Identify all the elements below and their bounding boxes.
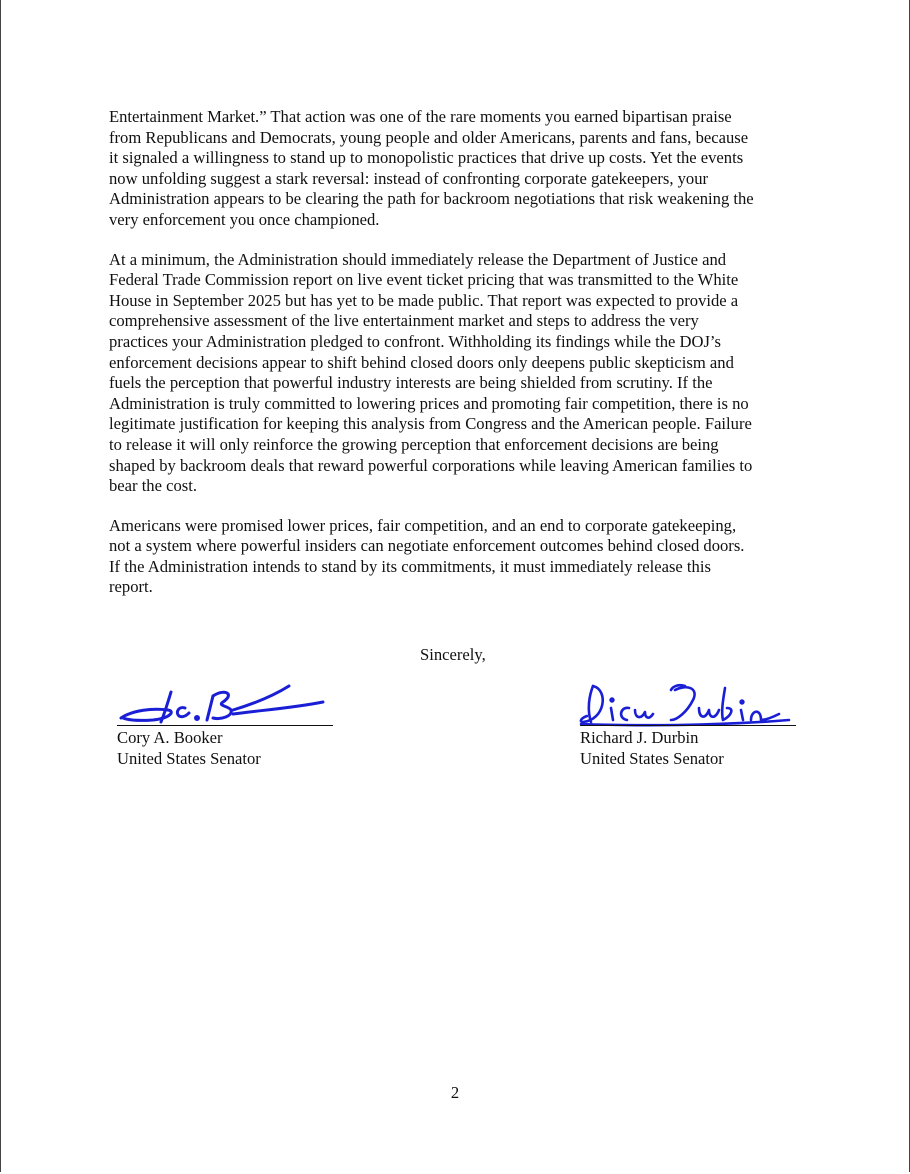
- signature-line: [580, 725, 796, 726]
- durbin-signature: [575, 680, 795, 728]
- paragraph: Entertainment Market.” That action was one of the rare moments you earned bipartisan praise from Republicans and Democrats, young people and older Americans, parents and fans, because it signaled a willingness to stand up to monopolistic practices that drive up costs. Yet the events now unfolding suggest a stark reversal: instead of confronting corporate gatekeepers, your Administration appears to be clearing the path for backroom negotiations that risk weakening the very enforcement you once championed.: [109, 107, 754, 229]
- signature-line: [117, 725, 333, 726]
- signatory-name: Cory A. Booker: [117, 728, 223, 747]
- paragraph: Americans were promised lower prices, fair competition, and an end to corporate gatekeeping, not a system where powerful insiders can negotiate enforcement outcomes behind closed doors. If the Administration intends to stand by its commitments, it must immediately release this report.: [109, 515, 745, 597]
- signatory-title: United States Senator: [117, 748, 261, 768]
- booker-signature: [113, 680, 333, 728]
- letter-body: [109, 107, 809, 617]
- page-number: 2: [450, 1083, 460, 1102]
- signatory-durbin: [580, 728, 724, 769]
- paragraph: At a minimum, the Administration should immediately release the Department of Justice and Federal Trade Commission report on live event ticket pricing that was transmitted to the White House in September 2025 but has yet to be made public. That report was expected to provide a comprehensive assessment of the live entertainment market and steps to address the very practices your Administration pledged to confront. Withholding its findings while the DOJ’s enforcement decisions appear to shift behind closed doors only deepens public skepticism and fuels the perception that powerful industry interests are being shielded from scrutiny. If the Administration is truly committed to lowering prices and promoting fair competition, there is no legitimate justification for keeping this analysis from Congress and the American people. Failure to release it will only reinforce the growing perception that enforcement decisions are being shaped by backroom deals that reward powerful corporations while leaving American families to bear the cost.: [109, 249, 753, 496]
- signatory-name: Richard J. Durbin: [580, 728, 699, 747]
- signatory-title: United States Senator: [580, 748, 724, 768]
- signatory-booker: [117, 728, 261, 769]
- closing-salutation: Sincerely,: [420, 645, 486, 664]
